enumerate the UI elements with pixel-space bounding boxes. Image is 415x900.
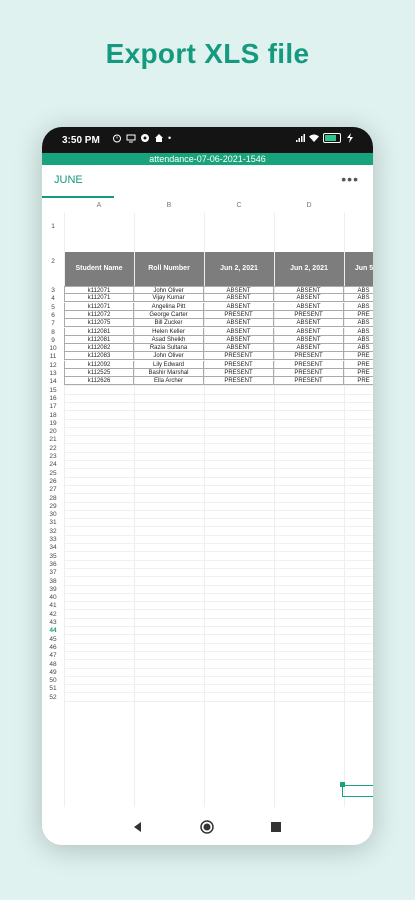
row-number[interactable]: 38 [49, 577, 57, 585]
data-cell[interactable]: k112071 [64, 303, 134, 311]
data-cell[interactable]: k112075 [64, 319, 134, 327]
row-number[interactable]: 19 [49, 419, 57, 427]
data-cell[interactable]: ABSENT [204, 294, 274, 302]
status-icons-right [295, 133, 355, 143]
battery-icon [323, 133, 341, 143]
home-button-icon[interactable] [200, 820, 214, 834]
row-number[interactable]: 27 [49, 486, 57, 494]
row-gridline [64, 485, 373, 486]
row-gridline [64, 427, 373, 428]
row-gridline [64, 443, 373, 444]
sheet-tab-june[interactable]: JUNE [54, 174, 83, 186]
spreadsheet-grid[interactable] [42, 199, 373, 807]
row-gridline [64, 394, 373, 395]
data-cell[interactable]: PRESENT [204, 369, 274, 377]
data-cell[interactable]: PRESENT [204, 311, 274, 319]
data-cell[interactable]: John Oliver [134, 352, 204, 360]
row-number[interactable]: 31 [49, 519, 57, 527]
row-number[interactable]: 4 [51, 295, 55, 303]
data-cell[interactable]: PRESENT [274, 369, 344, 377]
row-number[interactable]: 30 [49, 511, 57, 519]
data-cell[interactable]: Lily Edward [134, 361, 204, 369]
alarm-icon [112, 133, 122, 143]
row-number[interactable]: 44 [49, 627, 57, 635]
column-header-letter[interactable]: D [306, 202, 312, 209]
row-number[interactable]: 14 [49, 378, 57, 386]
row-number[interactable]: 49 [49, 668, 57, 676]
charging-icon [345, 133, 355, 143]
data-cell[interactable]: PRE [344, 361, 373, 369]
row-number[interactable]: 52 [49, 693, 57, 701]
row-number[interactable]: 47 [49, 652, 57, 660]
row-gridline [64, 477, 373, 478]
row-number[interactable]: 22 [49, 444, 57, 452]
selection-box[interactable] [342, 785, 373, 797]
data-cell[interactable]: PRESENT [274, 311, 344, 319]
data-cell[interactable]: k112082 [64, 344, 134, 352]
row-number[interactable]: 12 [49, 361, 57, 369]
data-cell[interactable]: Bill Zucker [134, 319, 204, 327]
row-gridline [64, 435, 373, 436]
data-cell[interactable]: k112083 [64, 352, 134, 360]
data-cell[interactable]: ABSENT [204, 336, 274, 344]
data-cell[interactable]: Razia Sultana [134, 344, 204, 352]
row-gridline [64, 493, 373, 494]
data-cell[interactable]: k112092 [64, 361, 134, 369]
row-gridline [64, 410, 373, 411]
home-icon [154, 133, 164, 143]
row-gridline [64, 460, 373, 461]
row-gridline [64, 701, 373, 702]
data-cell[interactable]: ABS [344, 336, 373, 344]
data-cell[interactable]: ABSENT [204, 286, 274, 294]
data-cell[interactable]: k112081 [64, 328, 134, 336]
row-number[interactable]: 5 [51, 303, 55, 311]
column-header-letter[interactable]: B [166, 202, 172, 209]
status-bar [42, 127, 373, 153]
row-number[interactable]: 17 [49, 403, 57, 411]
data-cell[interactable]: ABSENT [274, 344, 344, 352]
status-time: 3:50 PM [62, 135, 100, 146]
header-cell[interactable]: Student Name [75, 265, 123, 272]
row-gridline [64, 618, 373, 619]
data-cell[interactable]: Ella Archer [134, 377, 204, 385]
row-gridline [64, 634, 373, 635]
row-number[interactable]: 46 [49, 643, 57, 651]
row-gridline [64, 502, 373, 503]
data-cell[interactable]: k112072 [64, 311, 134, 319]
data-cell[interactable]: ABSENT [204, 303, 274, 311]
row-number[interactable]: 13 [49, 370, 57, 377]
data-cell[interactable]: ABSENT [274, 294, 344, 302]
selection-handle[interactable] [340, 782, 345, 787]
data-cell[interactable]: PRESENT [274, 352, 344, 360]
row-gridline [64, 468, 373, 469]
row-number[interactable]: 2 [51, 258, 55, 265]
data-cell[interactable]: k112071 [64, 294, 134, 302]
row-number[interactable]: 32 [49, 527, 57, 535]
row-number[interactable]: 37 [49, 569, 57, 577]
data-cell[interactable]: k112071 [64, 286, 134, 294]
row-gridline [64, 593, 373, 594]
data-cell[interactable]: PRESENT [204, 352, 274, 360]
row-number[interactable]: 16 [49, 394, 57, 402]
header-cell[interactable]: Jun 2, 2021 [290, 265, 328, 272]
row-gridline [64, 576, 373, 577]
row-number[interactable]: 10 [49, 345, 57, 353]
data-cell[interactable]: PRE [344, 377, 373, 385]
header-cell[interactable]: Roll Number [148, 265, 190, 272]
row-gridline [64, 419, 373, 420]
row-number[interactable]: 28 [49, 494, 57, 502]
column-header-letter[interactable]: C [236, 202, 242, 209]
row-gridline [64, 609, 373, 610]
phone-frame [42, 127, 373, 845]
dots-icon: • [168, 133, 172, 143]
row-gridline [64, 568, 373, 569]
row-number[interactable]: 21 [49, 436, 57, 444]
file-title: attendance-07-06-2021-1546 [149, 154, 266, 164]
data-cell[interactable]: ABS [344, 294, 373, 302]
data-cell[interactable]: k112525 [64, 369, 134, 377]
row-number[interactable]: 41 [49, 602, 57, 610]
data-cell[interactable]: John Oliver [134, 286, 204, 294]
data-cell[interactable]: ABSENT [274, 319, 344, 327]
data-cell[interactable]: ABS [344, 286, 373, 294]
row-number[interactable]: 24 [49, 461, 57, 469]
row-gridline [64, 659, 373, 660]
data-cell[interactable]: k112626 [64, 377, 134, 385]
data-cell[interactable]: Asad Sheikh [134, 336, 204, 344]
data-cell[interactable]: Angelina Pitt [134, 303, 204, 311]
data-cell[interactable]: George Carter [134, 311, 204, 319]
recents-icon[interactable] [270, 821, 282, 833]
data-cell[interactable]: PRESENT [274, 361, 344, 369]
row-gridline [64, 385, 373, 386]
row-gridline [64, 510, 373, 511]
row-number[interactable]: 50 [49, 677, 57, 685]
row-number[interactable]: 34 [49, 544, 57, 552]
data-cell[interactable]: ABS [344, 303, 373, 311]
screen-icon [126, 133, 136, 143]
row-number[interactable]: 42 [49, 610, 57, 618]
row-number[interactable]: 51 [49, 685, 57, 693]
row-gridline [64, 585, 373, 586]
row-gridline [64, 543, 373, 544]
data-cell[interactable]: PRESENT [204, 361, 274, 369]
row-gridline [64, 692, 373, 693]
row-number[interactable]: 3 [51, 287, 55, 294]
data-cell[interactable]: PRE [344, 311, 373, 319]
data-cell[interactable]: Bashir Marshal [134, 369, 204, 377]
row-number[interactable]: 35 [49, 552, 57, 560]
row-gridline [64, 526, 373, 527]
row-number[interactable]: 25 [49, 469, 57, 477]
row-number[interactable]: 36 [49, 560, 57, 568]
row-number[interactable]: 18 [49, 411, 57, 419]
row-number[interactable]: 33 [49, 536, 57, 543]
column-header-letter[interactable]: A [96, 202, 102, 209]
row-number[interactable]: 6 [51, 311, 55, 319]
row-gridline [64, 684, 373, 685]
row-gridline [64, 535, 373, 536]
row-gridline [64, 601, 373, 602]
data-cell[interactable]: Vijay Kumar [134, 294, 204, 302]
status-icons-left [112, 133, 171, 143]
header-cell[interactable]: Jun 5 [354, 265, 373, 272]
row-number[interactable]: 7 [51, 320, 55, 328]
data-cell[interactable]: ABSENT [274, 328, 344, 336]
data-cell[interactable]: Helen Keller [134, 328, 204, 336]
row-number[interactable]: 45 [49, 635, 57, 643]
row-number[interactable]: 8 [51, 328, 55, 336]
row-number[interactable]: 43 [49, 619, 57, 626]
data-cell[interactable]: PRESENT [274, 377, 344, 385]
data-cell[interactable]: ABS [344, 319, 373, 327]
headline: Export XLS file [105, 38, 310, 69]
file-title-bar [42, 153, 373, 165]
back-icon[interactable] [132, 821, 144, 833]
data-cell[interactable]: PRE [344, 352, 373, 360]
row-number[interactable]: 48 [49, 660, 57, 668]
signal-icon [295, 133, 305, 143]
location-icon [140, 133, 150, 143]
row-number[interactable]: 1 [51, 223, 55, 230]
navigation-bar [42, 807, 373, 845]
data-cell[interactable]: ABSENT [274, 303, 344, 311]
row-number[interactable]: 23 [49, 453, 57, 460]
data-cell[interactable]: ABSENT [274, 336, 344, 344]
data-cell[interactable]: k112081 [64, 336, 134, 344]
row-gridline [64, 676, 373, 677]
row-gridline [64, 651, 373, 652]
header-cell[interactable]: Jun 2, 2021 [220, 265, 258, 272]
data-cell[interactable]: ABS [344, 328, 373, 336]
row-number[interactable]: 40 [49, 594, 57, 602]
sheet-tab-indicator [42, 196, 114, 198]
row-number[interactable]: 29 [49, 502, 57, 510]
row-gridline [64, 626, 373, 627]
data-cell[interactable]: ABSENT [274, 286, 344, 294]
row-gridline [64, 518, 373, 519]
row-number[interactable]: 9 [51, 336, 55, 344]
row-number[interactable]: 26 [49, 477, 57, 485]
row-number[interactable]: 11 [49, 353, 57, 361]
row-gridline [64, 560, 373, 561]
data-cell[interactable]: ABSENT [204, 328, 274, 336]
row-number[interactable]: 15 [49, 386, 57, 394]
data-cell[interactable]: PRESENT [204, 377, 274, 385]
row-gridline [64, 551, 373, 552]
wifi-icon [309, 133, 319, 143]
more-options-button[interactable]: ••• [341, 171, 359, 187]
row-gridline [64, 452, 373, 453]
row-number[interactable]: 20 [49, 428, 57, 436]
data-cell[interactable]: ABS [344, 344, 373, 352]
row-gridline [64, 668, 373, 669]
data-cell[interactable]: ABSENT [204, 319, 274, 327]
row-gridline [64, 643, 373, 644]
data-cell[interactable]: PRE [344, 369, 373, 377]
sheet-tab-bar [42, 165, 373, 197]
row-gridline [64, 402, 373, 403]
row-number[interactable]: 39 [49, 585, 57, 593]
data-cell[interactable]: ABSENT [204, 344, 274, 352]
